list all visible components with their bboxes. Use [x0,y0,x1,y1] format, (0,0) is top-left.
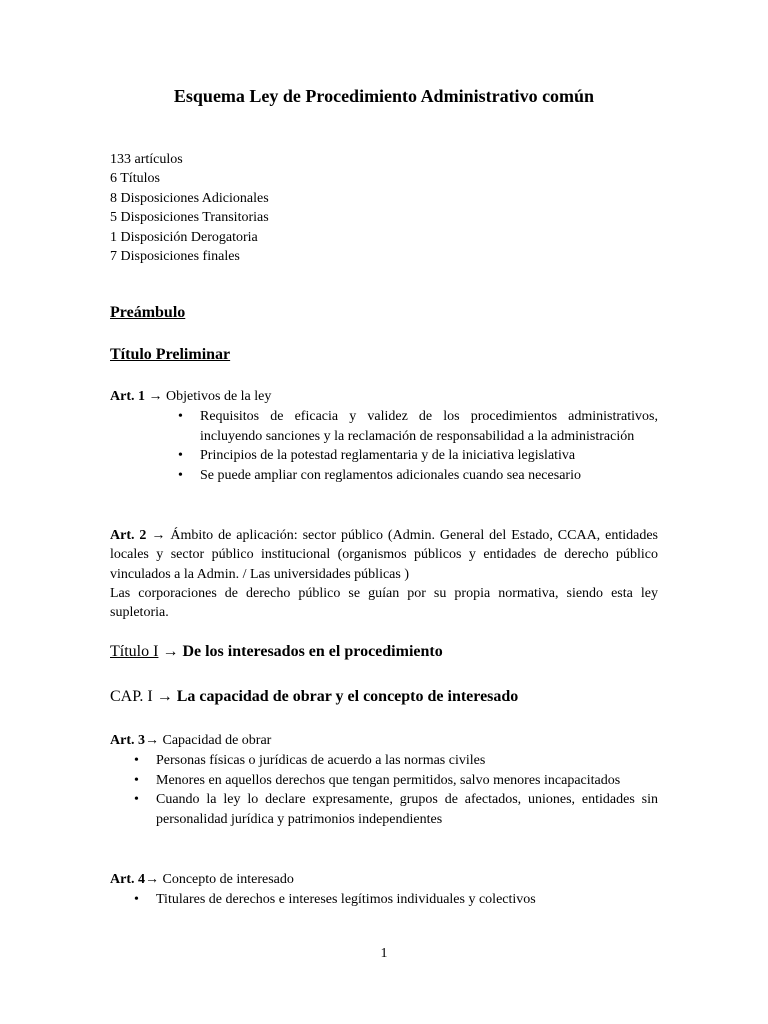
arrow-right-icon: → [145,872,159,887]
cap1-label: CAP. I [110,688,153,705]
article-counts [110,150,269,266]
count-line: 7 Disposiciones finales [110,249,240,265]
preambulo-heading: Preámbulo [110,304,186,321]
titulo1-heading [110,643,443,661]
arrow-right-icon: → [162,643,179,660]
art4-label: Art. 4 [110,872,145,887]
arrow-right-icon: → [145,733,159,748]
arrow-right-icon: → [148,389,163,404]
art3-heading [110,731,271,750]
art3-label: Art. 3 [110,733,145,748]
list-item: • Cuando la ley lo declare expresamente, grupos de afectados, uniones, entidades sin personalidad jurídica y patrimonios independientes [130,790,658,829]
count-line: 6 Títulos [110,171,160,187]
cap1-heading [110,688,518,706]
art1-text: Objetivos de la ley [166,389,272,404]
list-item: • Se puede ampliar con reglamentos adicionales cuando sea necesario [174,466,658,486]
document-title: Esquema Ley de Procedimiento Administrativo común [173,86,595,106]
list-item: • Menores en aquellos derechos que tengan permitidos, salvo menores incapacitados [130,771,658,791]
titulo1-label: Título I [110,643,159,660]
arrow-right-icon: → [156,688,173,705]
art3-bullet-list [130,751,658,829]
arrow-right-icon: → [151,528,166,543]
art2-paragraph-2: Las corporaciones de derecho público se guían por su propia normativa, siendo esta ley supletoria. [110,586,658,621]
page-number: 1 [380,946,388,961]
list-item: • Titulares de derechos e intereses legítimos individuales y colectivos [130,890,658,910]
cap1-text: La capacidad de obrar y el concepto de interesado [176,688,519,705]
art4-heading [110,870,294,889]
titulo-preliminar-heading: Título Preliminar [110,346,231,363]
list-item: • Principios de la potestad reglamentaria y de la iniciativa legislativa [174,446,658,466]
art3-text: Capacidad de obrar [162,733,272,748]
art2-label: Art. 2 [110,528,147,543]
art4-text: Concepto de interesado [162,872,294,887]
art4-bullet-list [130,890,658,910]
count-line: 133 artículos [110,152,183,167]
art2-paragraph [110,526,658,584]
titulo1-text: De los interesados en el procedimiento [182,643,443,660]
count-line: 5 Disposiciones Transitorias [110,210,269,226]
list-item: • Personas físicas o jurídicas de acuerdo a las normas civiles [130,751,658,771]
art1-label: Art. 1 [110,389,145,404]
art1-bullet-list [174,407,658,485]
art2-text: Ámbito de aplicación: sector público (Admin. General del Estado, CCAA, entidades locales y sector público institucional (organismos públicos y entidades de derecho público vinculados a la Admin. / Las universidades públicas ) [110,528,658,582]
count-line: 8 Disposiciones Adicionales [110,190,269,206]
count-line: 1 Disposición Derogatoria [110,229,258,245]
art1-heading [110,387,271,406]
list-item: • Requisitos de eficacia y validez de los procedimientos administrativos, incluyendo sanciones y la reclamación de responsabilidad a la administración [174,407,658,446]
